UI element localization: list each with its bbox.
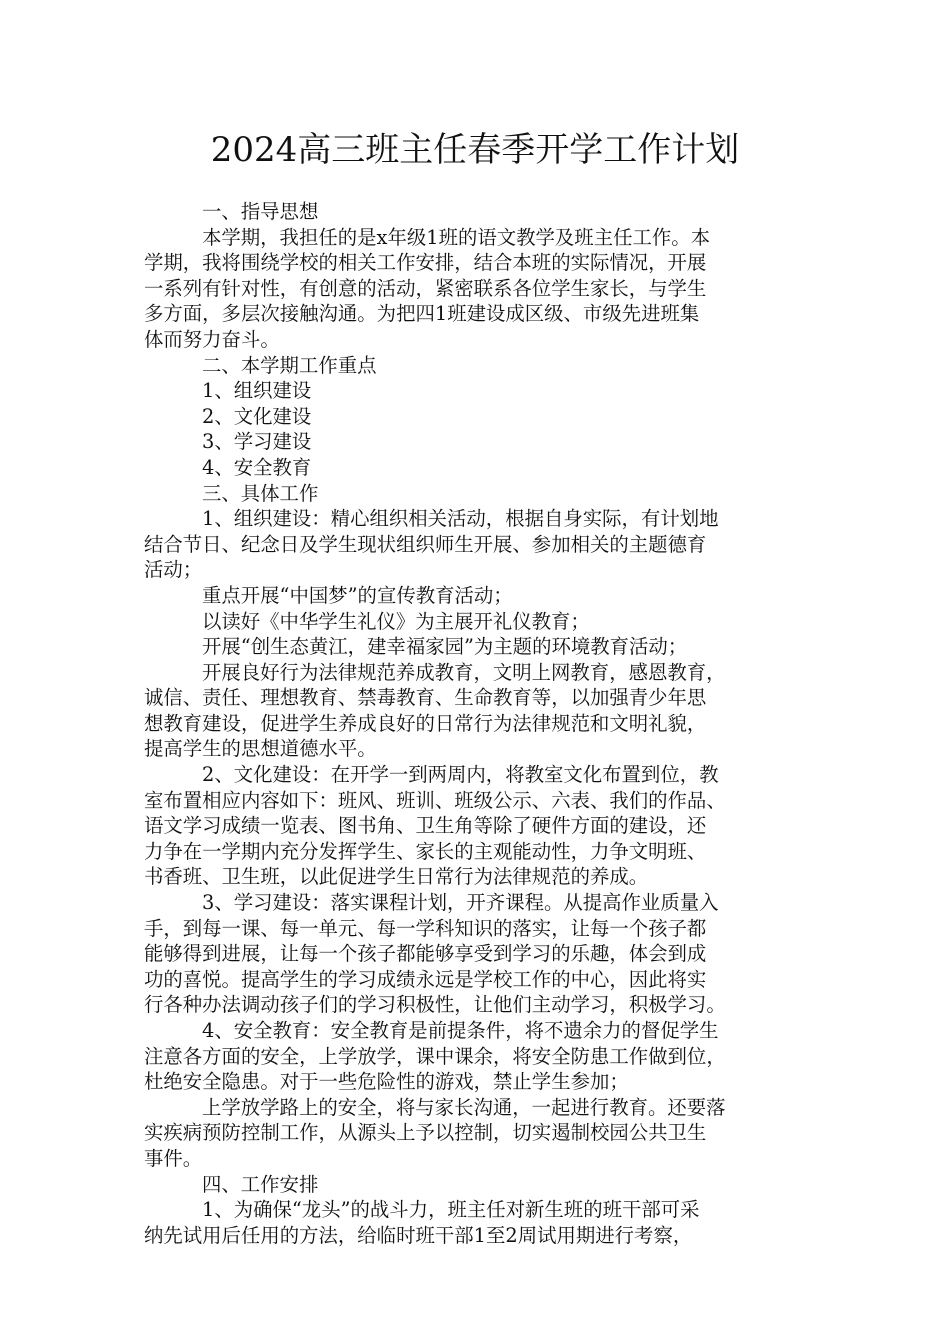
body-line: 二、本学期工作重点 [202, 353, 377, 377]
body-line: 行各种办法调动孩子们的学习积极性，让他们主动学习，积极学习。 [144, 993, 726, 1017]
body-line: 1、组织建设：精心组织相关活动，根据自身实际，有计划地 [202, 507, 719, 531]
body-line: 手，到每一课、每一单元、每一学科知识的落实，让每一个孩子都 [144, 916, 707, 940]
body-line: 1、为确保“龙头”的战斗力，班主任对新生班的班干部可采 [202, 1198, 700, 1222]
body-line: 活动； [144, 558, 203, 582]
body-line: 4、安全教育：安全教育是前提条件，将不遗余力的督促学生 [202, 1019, 719, 1042]
body-line: 多方面，多层次接触沟通。为把四1班建设成区级、市级先进班集 [144, 302, 700, 326]
body-line: 功的喜悦。提高学生的学习成绩永远是学校工作的中心，因此将实 [144, 967, 707, 991]
body-line: 3、学习建设：落实课程计划，开齐课程。从提高作业质量入 [202, 891, 719, 915]
body-line: 诚信、责任、理想教育、禁毒教育、生命教育等，以加强青少年思 [144, 686, 707, 710]
body-line: 提高学生的思想道德水平。 [144, 737, 377, 761]
body-line: 上学放学路上的安全，将与家长沟通，一起进行教育。还要落 [202, 1095, 726, 1119]
body-line: 3、学习建设 [202, 430, 312, 454]
body-line: 一、指导思想 [202, 200, 319, 223]
body-line: 4、安全教育 [202, 455, 312, 479]
body-line: 室布置相应内容如下：班风、班训、班级公示、六表、我们的作品、 [144, 788, 726, 812]
body-line: 注意各方面的安全，上学放学，课中课余，将安全防患工作做到位， [144, 1044, 726, 1068]
body-line: 本学期，我担任的是x年级1班的语文教学及班主任工作。本 [202, 225, 711, 249]
document-title: 2024高三班主任春季开学工作计划 [210, 130, 740, 170]
body-line: 2、文化建设：在开学一到两周内，将教室文化布置到位，教 [202, 763, 719, 787]
body-line: 三、具体工作 [202, 481, 319, 505]
body-line: 开展良好行为法律规范养成教育，文明上网教育，感恩教育， [202, 660, 726, 684]
body-line: 力争在一学期内充分发挥学生、家长的主观能动性，力争文明班、 [144, 839, 707, 863]
body-line: 结合节日、纪念日及学生现状组织师生开展、参加相关的主题德育 [144, 532, 707, 556]
body-line: 语文学习成绩一览表、图书角、卫生角等除了硬件方面的建设，还 [144, 814, 707, 838]
body-line: 一系列有针对性，有创意的活动，紧密联系各位学生家长，与学生 [144, 276, 707, 300]
body-line: 学期，我将围绕学校的相关工作安排，结合本班的实际情况，开展 [144, 251, 707, 275]
body-line: 1、组织建设 [202, 379, 312, 403]
body-line: 能够得到进展，让每一个孩子都能够享受到学习的乐趣，体会到成 [144, 942, 707, 966]
body-line: 2、文化建设 [202, 404, 312, 428]
body-line: 以读好《中华学生礼仪》为主展开礼仪教育； [202, 609, 590, 633]
body-line: 想教育建设，促进学生养成良好的日常行为法律规范和文明礼貌， [144, 711, 707, 735]
body-line: 四、工作安排 [202, 1172, 319, 1196]
body-line: 实疾病预防控制工作，从源头上予以控制，切实遏制校园公共卫生 [144, 1121, 707, 1145]
body-line: 书香班、卫生班，以此促进学生日常行为法律规范的养成。 [144, 865, 649, 889]
body-line: 纳先试用后任用的方法，给临时班干部1至2周试用期进行考察， [144, 1223, 693, 1247]
body-line: 事件。 [144, 1146, 203, 1170]
body-line: 开展“创生态黄江，建幸福家园”为主题的环境教育活动； [202, 635, 688, 659]
body-line: 重点开展“中国梦”的宣传教育活动； [202, 583, 513, 607]
document-body [144, 199, 808, 1248]
body-line: 杜绝安全隐患。对于一些危险性的游戏，禁止学生参加； [144, 1070, 629, 1094]
body-line: 体而努力奋斗。 [144, 327, 280, 351]
